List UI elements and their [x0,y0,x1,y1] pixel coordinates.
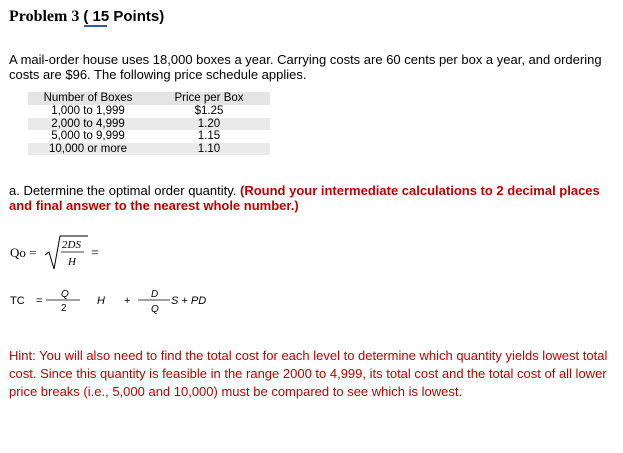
hint-text: Hint: You will also need to find the total cost for each level to determine which quantity yields lowest total cost. Since this quantity is feasible in the range 2000 to 4,999, its total cost and the total cost of all lower price breaks (i.e., 5,000 and 10,000) must be compared to see which is lowest. [9,348,608,399]
table-cell-price: 1.10 [197,142,221,155]
table-cell-range: 1,000 to 1,999 [51,105,125,117]
tc-q-numerator: Q [61,289,69,300]
eoq-equals: = [91,246,99,261]
rounding-instruction: (Round your intermediate calculations to 2 decimal places and final answer to the nearest whole number.) [9,183,600,213]
eoq-formula [0,225,130,275]
eoq-lhs: Qo = [10,245,37,260]
table-cell-price: 1.15 [197,130,221,142]
tc-s-plus-pd: S + PD [171,295,207,307]
table-cell-price: 1.20 [197,117,221,130]
table-cell-range: 5,000 to 9,999 [51,130,125,142]
points-value: 15 [92,8,110,25]
tc-q-denominator: 2 [61,303,67,314]
tc-holding-cost: H [97,295,105,307]
table-row [28,105,270,118]
question-prefix: a. Determine the optimal order quantity. [9,183,237,198]
header-price-per-box: Price per Box [174,92,244,104]
points-open-paren: ( [83,8,89,25]
price-schedule-table [28,92,270,155]
tc-plus: + [124,295,131,307]
tc-equals: = [36,295,43,307]
table-row [28,130,270,143]
points-label [83,8,164,25]
question-a [9,183,609,213]
table-cell-price: $1.25 [194,105,224,117]
tc-d-denominator: Q [151,304,159,315]
table-header-row [28,92,270,105]
tc-lhs: TC [10,295,25,307]
points-word: Points) [113,8,165,25]
eoq-numerator: 2DS [62,239,81,251]
problem-description: A mail-order house uses 18,000 boxes a year. Carrying costs are 60 cents per box a year, and ordering costs are $96. The following price schedule applies. [9,52,602,82]
points-underline [83,8,109,25]
header-number-of-boxes: Number of Boxes [43,92,133,104]
eoq-denominator: H [68,256,76,268]
total-cost-formula [0,285,260,325]
problem-number: Problem 3 [9,8,80,25]
table-row [28,118,270,131]
table-row [28,143,270,156]
problem-title [9,8,164,26]
tc-d-numerator: D [151,289,159,300]
table-cell-range: 10,000 or more [49,142,127,155]
table-cell-range: 2,000 to 4,999 [51,117,125,130]
